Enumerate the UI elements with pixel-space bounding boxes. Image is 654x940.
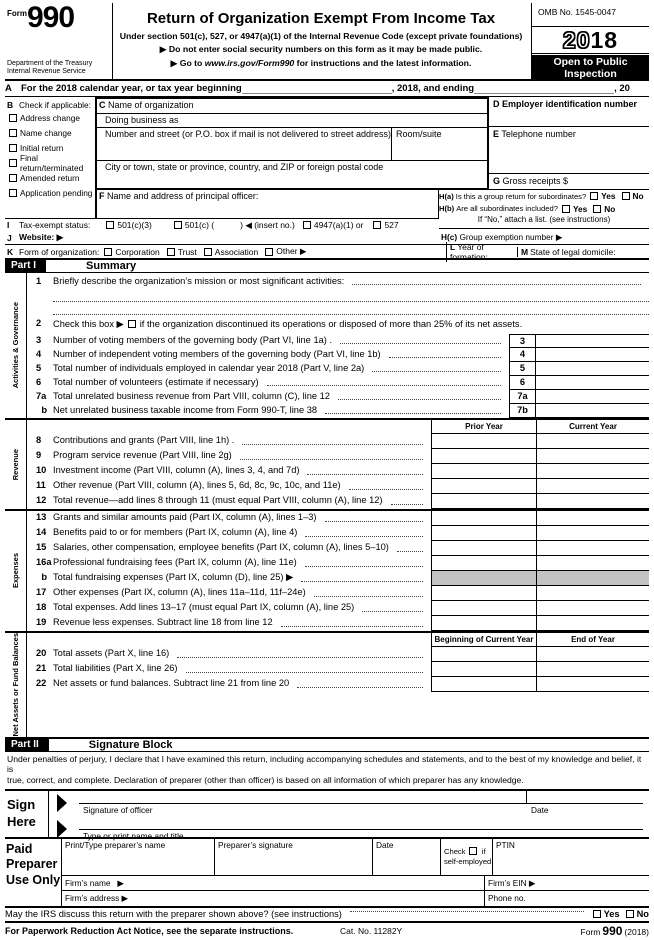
preparer-date-field[interactable]: Date (373, 839, 441, 875)
net-columns-header: Beginning of Current Year End of Year (27, 633, 649, 647)
signature-arrow-icon (57, 794, 67, 812)
line-18-prior[interactable] (431, 601, 536, 616)
line-15-current[interactable] (536, 541, 649, 556)
hc-group-exemption-field[interactable]: H(c) Group exemption number ▶ (439, 228, 649, 244)
line-2: 2 Check this box ▶ if the organization discontinued its operations or disposed of more than 25% of its net assets. (36, 318, 523, 329)
discuss-yes-checkbox[interactable] (593, 910, 601, 918)
corporation-checkbox[interactable] (104, 248, 112, 256)
line-22-end[interactable] (536, 677, 649, 692)
telephone-field[interactable]: E Telephone number (489, 127, 649, 174)
firm-address-field[interactable]: Firm’s address ▶ (65, 893, 128, 904)
dept-line-2: Internal Revenue Service (7, 67, 86, 75)
line-9: 9 Program service revenue (Part VIII, line 2g) (27, 449, 649, 464)
line-a-label: A (5, 83, 12, 94)
line-5-value[interactable] (536, 362, 649, 376)
discuss-no-checkbox[interactable] (626, 910, 634, 918)
self-employed-cell: Check if self-employed (441, 839, 493, 875)
entity-info-region (5, 97, 649, 262)
form-word: Form (7, 9, 27, 18)
line-19: 19 Revenue less expenses. Subtract line 18 from line 12 (27, 616, 649, 631)
gross-receipts-field[interactable]: G Gross receipts $ (489, 174, 649, 190)
officer-signature-field[interactable] (79, 803, 643, 804)
goto-instructions: ▶ Go to www.irs.gov/Form990 for instructions and the latest information. (170, 58, 472, 68)
checkbox-row-initial-return: Initial return (5, 140, 95, 155)
line-11-current[interactable] (536, 479, 649, 494)
part2-chip: Part II (5, 738, 49, 752)
website-row[interactable]: J Website: ▶ (7, 232, 64, 243)
line-16a: 16a Professional fundraising fees (Part IX, column (A), line 11e) (27, 556, 649, 571)
page-title: Return of Organization Exempt From Income Tax (146, 10, 496, 27)
line-8: 8 Contributions and grants (Part VIII, line 1h) . (27, 434, 649, 449)
line-9-current[interactable] (536, 449, 649, 464)
date-divider (526, 791, 527, 803)
line-5: 5 Total number of individuals employed in calendar year 2018 (Part V, line 2a) 5 (27, 362, 649, 376)
501c3-checkbox[interactable] (106, 221, 114, 229)
perjury-statement: Under penalties of perjury, I declare that I have examined this return, including accompanying schedules and statements, and to the best of my knowledge and belief, it is true, correct, and complete. Declaration of preparer (other than officer) is based on all information of which preparer has any knowledge. (7, 753, 642, 785)
line-11-prior[interactable] (431, 479, 536, 494)
line-21-begin[interactable] (431, 662, 536, 677)
checkbox-row-application-pending: Application pending (5, 185, 95, 200)
line-16b-current-shaded (536, 571, 649, 586)
omb-year-block (531, 3, 649, 79)
signature-area: Signature of officer Date Type or print name and title (49, 791, 649, 837)
paid-preparer-label: Paid Preparer Use Only (5, 839, 62, 906)
state-of-domicile-field[interactable]: M State of legal domicile: (517, 247, 649, 257)
line-15-prior[interactable] (431, 541, 536, 556)
other-checkbox[interactable] (265, 248, 273, 256)
part2-header-bar (5, 737, 649, 752)
line-7b: b Net unrelated business taxable income from Form 990-T, line 38 7b (27, 404, 649, 418)
line-20-begin[interactable] (431, 647, 536, 662)
year-columns-header: Prior Year Current Year (27, 420, 649, 434)
page-footer (5, 923, 649, 940)
trust-checkbox[interactable] (167, 248, 175, 256)
line-3: 3 Number of voting members of the governing body (Part VI, line 1a) . 3 (27, 334, 649, 348)
line-17-prior[interactable] (431, 586, 536, 601)
ha-row: H(a) Is this a group return for subordinates? Yes No (439, 191, 644, 202)
line-13-prior[interactable] (431, 511, 536, 526)
501c-checkbox[interactable] (174, 221, 182, 229)
sidebar-governance: Activities & Governance (5, 273, 27, 418)
section-b-label: B (7, 100, 14, 110)
hb-row: H(b) Are all subordinates included? Yes No (439, 203, 616, 214)
street-row (97, 128, 487, 161)
line-8-prior[interactable] (431, 434, 536, 449)
checkbox-row-amended-return: Amended return (5, 170, 95, 185)
line-16b-amount-field[interactable] (301, 581, 423, 582)
line-18: 18 Total expenses. Add lines 13–17 (must equal Part IX, column (A), line 25) (27, 601, 649, 616)
line-19-prior[interactable] (431, 616, 536, 631)
application-pending-checkbox[interactable] (9, 189, 17, 197)
form-header (5, 3, 649, 81)
signature-arrow-icon (57, 820, 67, 838)
sidebar-expenses: Expenses (5, 511, 27, 631)
checkbox-row-address-change: Address change (5, 110, 95, 125)
line-1: 1 Briefly describe the organization’s mission or most significant activities: (27, 275, 649, 289)
ha-no-checkbox[interactable] (622, 192, 630, 200)
line-a-tax-year: A For the 2018 calendar year, or tax year beginning , 2018, and ending , 20 (5, 81, 649, 97)
firm-ein-field[interactable]: Firm’s EIN ▶ (484, 876, 649, 890)
department-lines (7, 60, 92, 76)
line-10-current[interactable] (536, 464, 649, 479)
line-3-value[interactable] (536, 334, 649, 348)
association-checkbox[interactable] (204, 248, 212, 256)
line-10: 10 Investment income (Part VIII, column (A), lines 3, 4, and 7d) (27, 464, 649, 479)
dept-line-1: Department of the Treasury (7, 59, 93, 67)
checkbox-row-name-change: Name change (5, 125, 95, 140)
amended-return-checkbox[interactable] (9, 174, 17, 182)
section-net-assets (5, 631, 649, 737)
line-12-current[interactable] (536, 494, 649, 509)
line-22: 22 Net assets or fund balances. Subtract line 21 from line 20 (27, 677, 649, 692)
mission-field[interactable] (352, 275, 641, 285)
org-name-field[interactable]: C Name of organization (97, 99, 487, 114)
line-19-current[interactable] (536, 616, 649, 631)
footer-form-id: Form 990 (2018) (580, 924, 649, 939)
section-revenue (5, 418, 649, 509)
paid-preparer-block (5, 839, 649, 908)
hb-no-checkbox[interactable] (593, 205, 601, 213)
name-change-checkbox[interactable] (9, 129, 17, 137)
4947a1-checkbox[interactable] (303, 221, 311, 229)
527-checkbox[interactable] (373, 221, 381, 229)
line-12: 12 Total revenue—add lines 8 through 11 (must equal Part VIII, column (A), line 12) (27, 494, 649, 509)
line-20-end[interactable] (536, 647, 649, 662)
print-name-field[interactable] (79, 829, 643, 830)
line-14-prior[interactable] (431, 526, 536, 541)
irs-url: www.irs.gov/Form990 (204, 58, 295, 68)
line-16b-prior-shaded (431, 571, 536, 586)
catalog-number: Cat. No. 11282Y (340, 926, 403, 937)
tax-exempt-status-row: I Tax-exempt status: 501(c)(3) 501(c) ( ) ◀ (insert no.) 4947(a)(1) or 527 (5, 218, 439, 231)
line-8-current[interactable] (536, 434, 649, 449)
city-field[interactable]: City or town, state or province, country, and ZIP or foreign postal code (105, 162, 384, 172)
preparer-name-field[interactable]: Print/Type preparer’s name (62, 839, 215, 875)
open-to-public-badge: Open to Public Inspection (532, 55, 649, 79)
sidebar-net-assets: Net Assets or Fund Balances (5, 633, 27, 737)
preparer-row-1 (62, 839, 649, 876)
section-b-checkboxes: B Check if applicable: Address change Name change Initial return Final return/terminated Amended return Application pending (5, 97, 95, 200)
line-15: 15 Salaries, other compensation, employee benefits (Part IX, column (A), lines 5–10) (27, 541, 649, 556)
hb-yes-checkbox[interactable] (562, 205, 570, 213)
line-17-current[interactable] (536, 586, 649, 601)
part1-header-bar (5, 258, 649, 273)
preparer-signature-field[interactable]: Preparer’s signature (215, 839, 373, 875)
ssn-warning: ▶ Do not enter social security numbers on this form as it may be made public. (159, 44, 483, 54)
mission-field-line2[interactable] (53, 289, 649, 302)
line-7a: 7a Total unrelated business revenue from Part VIII, column (C), line 12 7a (27, 390, 649, 404)
right-info-column (489, 97, 649, 190)
line-16b: b Total fundraising expenses (Part IX, column (D), line 25) ▶ (27, 571, 649, 586)
line-9-prior[interactable] (431, 449, 536, 464)
ptin-field[interactable]: PTIN (496, 839, 515, 850)
omb-number: OMB No. 1545-0047 (532, 3, 649, 27)
form-number: 990 (27, 1, 75, 34)
line-16a-current[interactable] (536, 556, 649, 571)
sign-here-label: Sign Here (5, 791, 49, 837)
form-number-block (5, 3, 113, 79)
line-21-end[interactable] (536, 662, 649, 677)
paperwork-notice: For Paperwork Reduction Act Notice, see the separate instructions. (5, 926, 294, 937)
tax-year: 2018 (532, 27, 649, 54)
tax-year-begin-field[interactable] (242, 84, 392, 94)
address-change-checkbox[interactable] (9, 114, 17, 122)
hb-note: If “No,” attach a list. (see instructions) (477, 215, 611, 224)
preparer-row-3 (62, 891, 649, 906)
part2-title: Signature Block (88, 738, 173, 751)
part1-chip: Part I (5, 259, 46, 273)
irs-discuss-row: May the IRS discuss this return with the preparer shown above? (see instructions) Yes No (5, 908, 649, 923)
mission-field-line3[interactable] (53, 302, 649, 315)
line-10-prior[interactable] (431, 464, 536, 479)
firm-name-field[interactable]: Firm’s name ▶ (65, 877, 124, 888)
sidebar-revenue: Revenue (5, 420, 27, 509)
line-14: 14 Benefits paid to or for members (Part IX, column (A), line 4) (27, 526, 649, 541)
line-17: 17 Other expenses (Part IX, column (A), lines 11a–11d, 11f–24e) (27, 586, 649, 601)
year-of-formation-field[interactable]: L Year of formation: (446, 242, 517, 262)
ha-yes-checkbox[interactable] (590, 192, 598, 200)
h-questions-block (439, 190, 649, 227)
form-subtitle: Under section 501(c), 527, or 4947(a)(1) of the Internal Revenue Code (except private foundations) (119, 31, 523, 41)
line-20: 20 Total assets (Part X, line 16) (27, 647, 649, 662)
line-4-value[interactable] (536, 348, 649, 362)
line-22-begin[interactable] (431, 677, 536, 692)
organization-box (95, 97, 489, 190)
final-return-checkbox[interactable] (9, 159, 17, 167)
line-4: 4 Number of independent voting members of the governing body (Part VI, line 1b) 4 (27, 348, 649, 362)
line-7b-value[interactable] (536, 404, 649, 418)
right-arrow-icon: ▶ (117, 877, 124, 888)
room-suite-field[interactable]: Room/suite (391, 128, 487, 160)
form-of-organization-row: K Form of organization: Corporation Trust Association Other ▶ L Year of formation: M State of legal domicile: (5, 244, 649, 258)
line-14-current[interactable] (536, 526, 649, 541)
discontinued-checkbox[interactable] (128, 320, 136, 328)
line-11: 11 Other revenue (Part VIII, column (A), lines 5, 6d, 8c, 9c, 10c, and 11e) (27, 479, 649, 494)
sign-here-block (5, 789, 649, 839)
checkbox-row-final-return: Final return/terminated (5, 155, 95, 170)
section-expenses (5, 509, 649, 631)
street-field[interactable]: Number and street (or P.O. box if mail is not delivered to street address) (105, 129, 391, 139)
preparer-row-2 (62, 876, 649, 891)
line-13-current[interactable] (536, 511, 649, 526)
section-governance (5, 273, 649, 418)
tax-year-end-field[interactable] (474, 84, 614, 94)
officer-date-field[interactable]: Date (531, 804, 549, 815)
self-employed-checkbox[interactable] (469, 847, 477, 855)
line-21: 21 Total liabilities (Part X, line 26) (27, 662, 649, 677)
part1-title: Summary (86, 260, 137, 272)
phone-field[interactable]: Phone no. (484, 891, 649, 906)
principal-officer-field[interactable]: F Name and address of principal officer: (95, 190, 439, 218)
line-16a-prior[interactable] (431, 556, 536, 571)
line-6: 6 Total number of volunteers (estimate if necessary) 6 (27, 376, 649, 390)
line-7a-value[interactable] (536, 390, 649, 404)
initial-return-checkbox[interactable] (9, 144, 17, 152)
line-12-prior[interactable] (431, 494, 536, 509)
line-18-current[interactable] (536, 601, 649, 616)
dba-field[interactable]: Doing business as (97, 114, 487, 128)
line-6-value[interactable] (536, 376, 649, 390)
ein-field[interactable]: D Employer identification number (489, 97, 649, 127)
form-title-block (113, 3, 529, 69)
line-13: 13 Grants and similar amounts paid (Part IX, column (A), lines 1–3) (27, 511, 649, 526)
